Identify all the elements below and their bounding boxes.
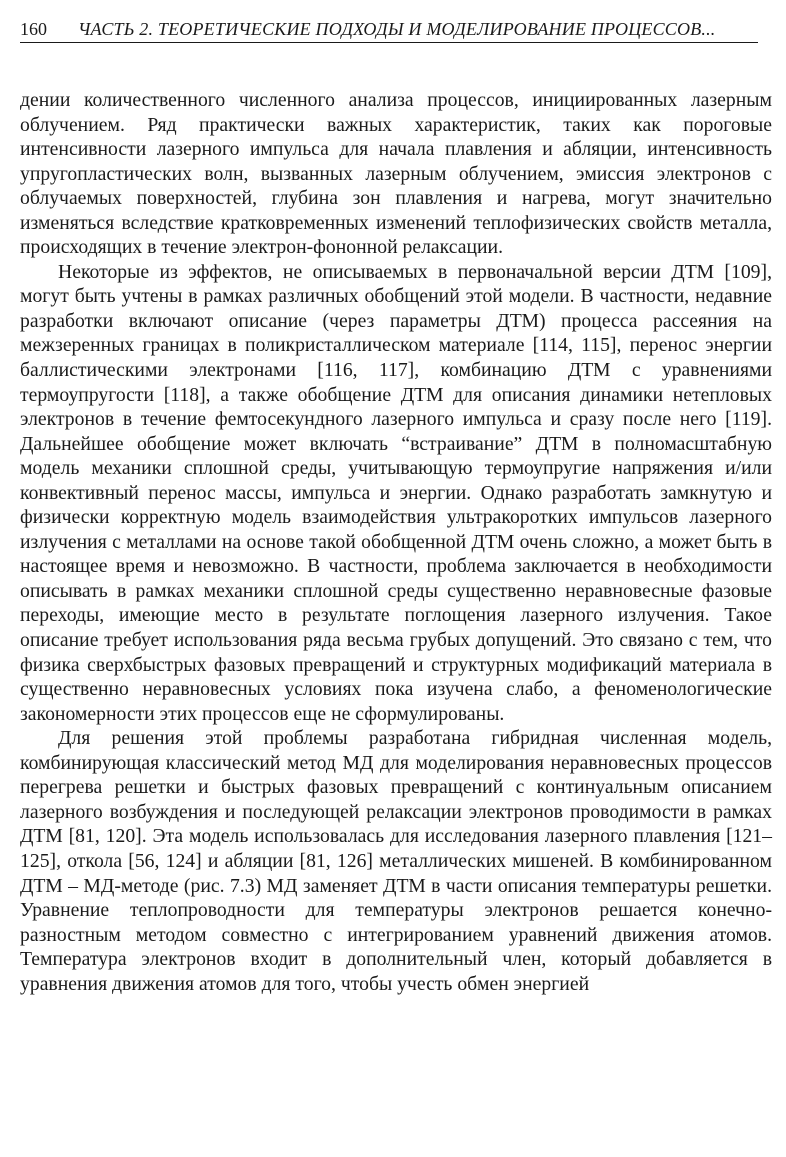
book-page — [20, 14, 772, 1149]
page-number: 160 — [20, 16, 78, 43]
paragraph: Для решения этой проблемы разработана гибридная численная модель, комбинирующая классический метод МД для моделирования неравновесных процессов перегрева решетки и быстрых фазовых превращений с континуальным описанием лазерного возбуждения и последующей релаксации электронов проводимости в рамках ДТМ [81, 120]. Эта модель использовалась для исследования лазерного плавления [121–125], откола [56, 124] и абляции [81, 126] металлических мишеней. В комбинированном ДТМ – МД-методе (рис. 7.3) МД заменяет ДТМ в части описания температуры решетки. Уравнение теплопроводности для температуры электронов решается конечно-разностным методом совместно с интегрированием уравнений движения атомов. Температура электронов входит в дополнительный член, который добавляется в уравнения движения атомов для того, чтобы учесть обмен энергией — [20, 727, 772, 995]
running-title: ЧАСТЬ 2. ТЕОРЕТИЧЕСКИЕ ПОДХОДЫ И МОДЕЛИРОВАНИЕ ПРОЦЕССОВ... — [78, 16, 758, 43]
paragraph: Некоторые из эффектов, не описываемых в первоначальной версии ДТМ [109], могут быть учтены в рамках различных обобщений этой модели. В частности, недавние разработки включают описание (через параметры ДТМ) процесса рассеяния на межзеренных границах в поликристаллическом материале [114, 115], перенос энергии баллистическими электронами [116, 117], комбинацию ДТМ с уравнениями термоупругости [118], а также обобщение ДТМ для описания динамики нетепловых электронов в течение фемтосекундного лазерного импульса и сразу после него [119]. Дальнейшее обобщение может включать “встраивание” ДТМ в полномасштабную модель механики сплошной среды, учитывающую термоупругие напряжения и/или конвективный перенос массы, импульса и энергии. Однако разработать замкнутую и физически корректную модель взаимодействия ультракоротких импульсов лазерного излучения с металлами на основе такой обобщенной ДТМ очень сложно, а может быть в настоящее время и невозможно. В частности, проблема заключается в необходимости описывать в рамках механики сплошной среды существенно неравновесные фазовые переходы, имеющие место в результате поглощения лазерного излучения. Такое описание требует использования ряда весьма грубых допущений. Это связано с тем, что физика сверхбыстрых фазовых превращений и структурных модификаций материала в существенно неравновесных условиях пока изучена слабо, а феноменологические закономерности этих процессов еще не сформулированы. — [20, 260, 772, 725]
body-text — [20, 88, 772, 996]
running-head — [20, 14, 772, 44]
paragraph-continued: дении количественного численного анализа процессов, инициированных лазерным облучением. Ряд практически важных характеристик, таких как пороговые интенсивности лазерного импульса для начала плавления и абляции, интенсивность упругопластических волн, вызванных лазерным облучением, эмиссия электронов с облучаемых поверхностей, глубина зон плавления и нагрева, могут значительно изменяться вследствие кратковременных изменений теплофизических свойств металла, происходящих в течение электрон-фононной релаксации. — [20, 89, 772, 259]
